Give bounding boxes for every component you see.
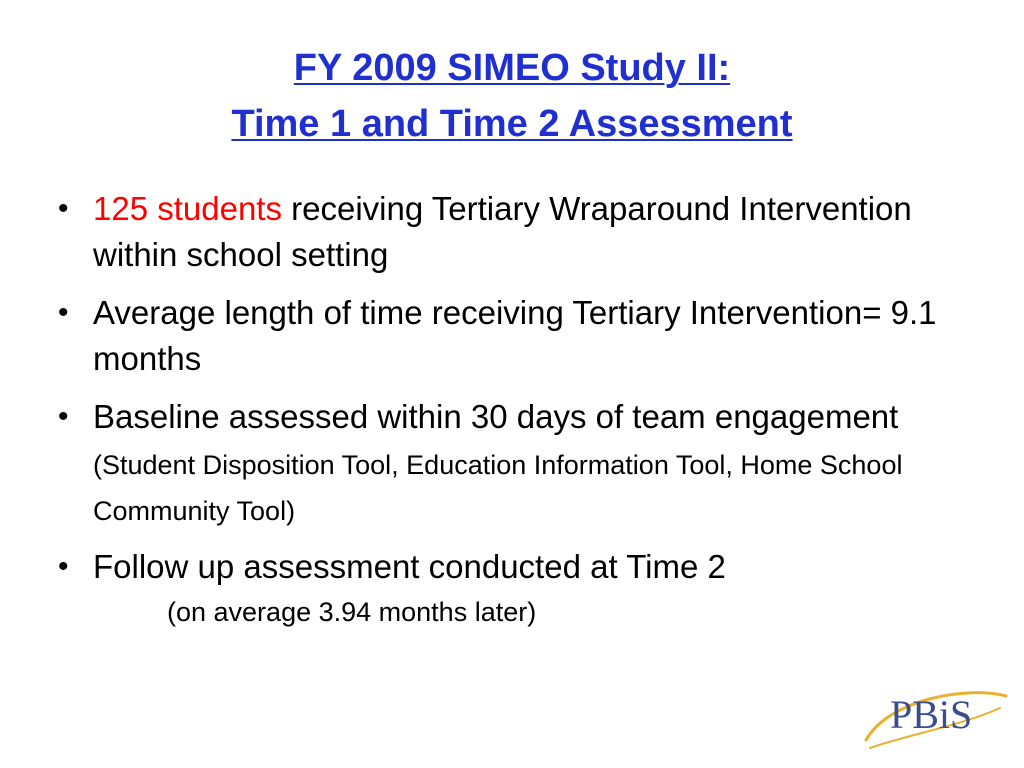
bullet-item-baseline <box>58 394 958 532</box>
slide-title-line-2: Time 1 and Time 2 Assessment <box>231 103 793 145</box>
bullet-3-detail: (Student Disposition Tool, Education Information Tool, Home School Community Tool) <box>93 450 903 526</box>
slide-title <box>0 40 1024 152</box>
pbis-logo-icon <box>860 668 1010 758</box>
bullet-marker: • <box>58 550 69 583</box>
slide-title-line-1: FY 2009 SIMEO Study II: <box>293 47 731 89</box>
bullet-item-students <box>58 186 958 278</box>
bullet-marker: • <box>58 296 69 329</box>
pbis-logo-text: PBiS <box>890 692 973 737</box>
bullet-3-text: Baseline assessed within 30 days of team engagement <box>93 398 899 435</box>
bullet-4-text: Follow up assessment conducted at Time 2 <box>93 548 726 585</box>
bullet-list <box>58 186 958 646</box>
bullet-marker: • <box>58 400 69 433</box>
bullet-item-average-length <box>58 290 958 382</box>
bullet-item-follow-up <box>58 544 958 634</box>
bullet-2-text: Average length of time receiving Tertiary Intervention= 9.1 months <box>93 294 937 377</box>
bullet-1-text: receiving Tertiary Wraparound Intervention within school setting <box>93 190 912 273</box>
bullet-1-highlight: 125 students <box>93 190 282 227</box>
bullet-marker: • <box>58 192 69 225</box>
bullet-4-detail: (on average 3.94 months later) <box>167 597 537 627</box>
